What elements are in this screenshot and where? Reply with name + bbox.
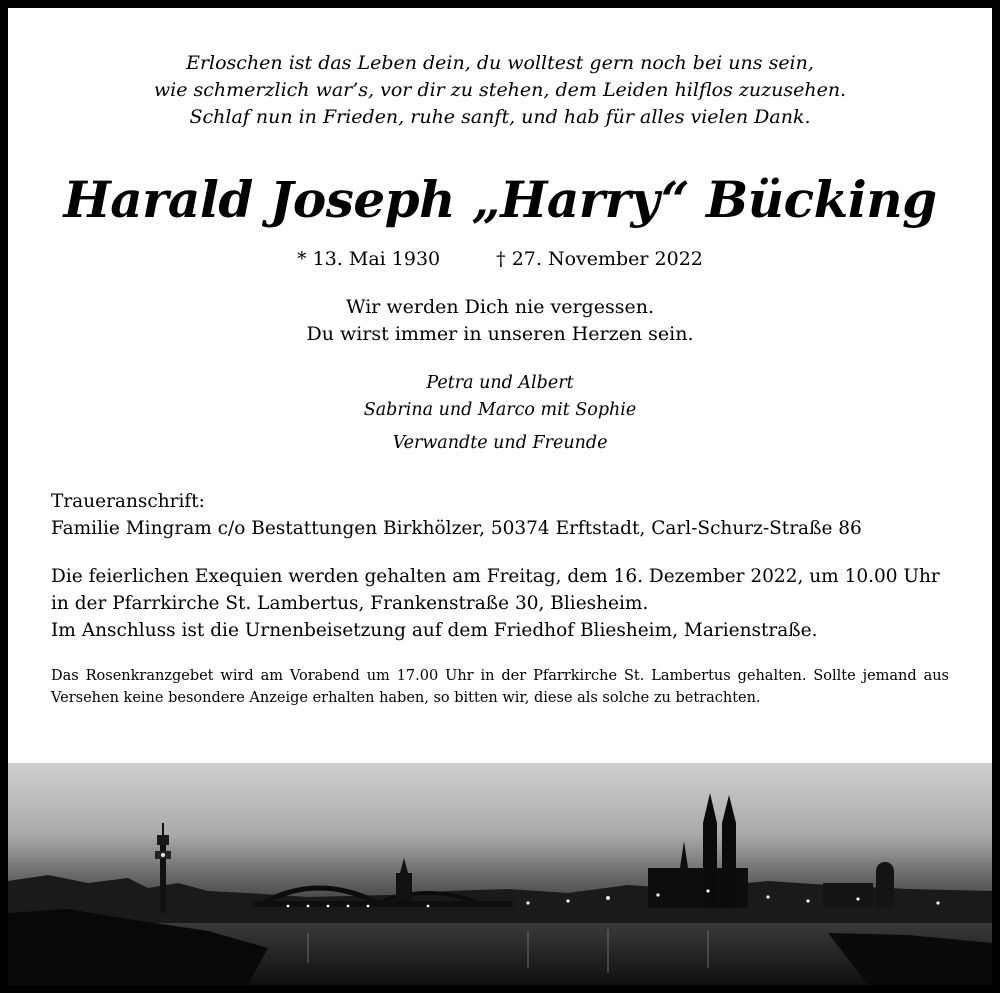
obituary-card	[8, 8, 992, 985]
funeral-line: in der Pfarrkirche St. Lambertus, Frankenstraße 30, Bliesheim.	[51, 593, 649, 614]
poem	[8, 50, 992, 131]
mourner-line: Petra und Albert	[426, 373, 574, 393]
funeral-line: Die feierlichen Exequien werden gehalten am Freitag, dem 16. Dezember 2022, um 10.00 Uhr	[51, 566, 940, 587]
poem-line: wie schmerzlich war’s, vor dir zu stehen, dem Leiden hilflos zuzusehen.	[153, 79, 847, 101]
address-text: Familie Mingram c/o Bestattungen Birkhölzer, 50374 Erftstadt, Carl-Schurz-Straße 86	[51, 518, 862, 539]
rosary-note: Das Rosenkranzgebet wird am Vorabend um 17.00 Uhr in der Pfarrkirche St. Lambertus gehalten. Sollte jemand aus Versehen keine besondere Anzeige erhalten haben, so bitten wir, diese als solche zu betrachten.	[51, 668, 949, 706]
farewell-text	[8, 294, 992, 348]
mourner-line: Sabrina und Marco mit Sophie	[363, 400, 637, 420]
deceased-name: Harald Joseph „Harry“ Bücking	[63, 170, 937, 229]
poem-line: Erloschen ist das Leben dein, du wolltest gern noch bei uns sein,	[186, 52, 814, 74]
mourning-address	[51, 488, 971, 542]
relatives-line: Verwandte und Freunde	[392, 433, 608, 453]
life-dates	[8, 246, 992, 272]
mourners	[8, 370, 992, 457]
funeral-line: Im Anschluss ist die Urnenbeisetzung auf dem Friedhof Bliesheim, Marienstraße.	[51, 620, 818, 641]
address-label: Traueranschrift:	[51, 491, 205, 512]
farewell-line: Du wirst immer in unseren Herzen sein.	[306, 323, 694, 345]
funeral-details	[51, 563, 971, 644]
cologne-skyline-photo	[8, 763, 992, 985]
death-date: † 27. November 2022	[496, 248, 703, 270]
poem-line: Schlaf nun in Frieden, ruhe sanft, und hab für alles vielen Dank.	[189, 106, 811, 128]
farewell-line: Wir werden Dich nie vergessen.	[346, 296, 654, 318]
birth-date: * 13. Mai 1930	[297, 248, 441, 270]
